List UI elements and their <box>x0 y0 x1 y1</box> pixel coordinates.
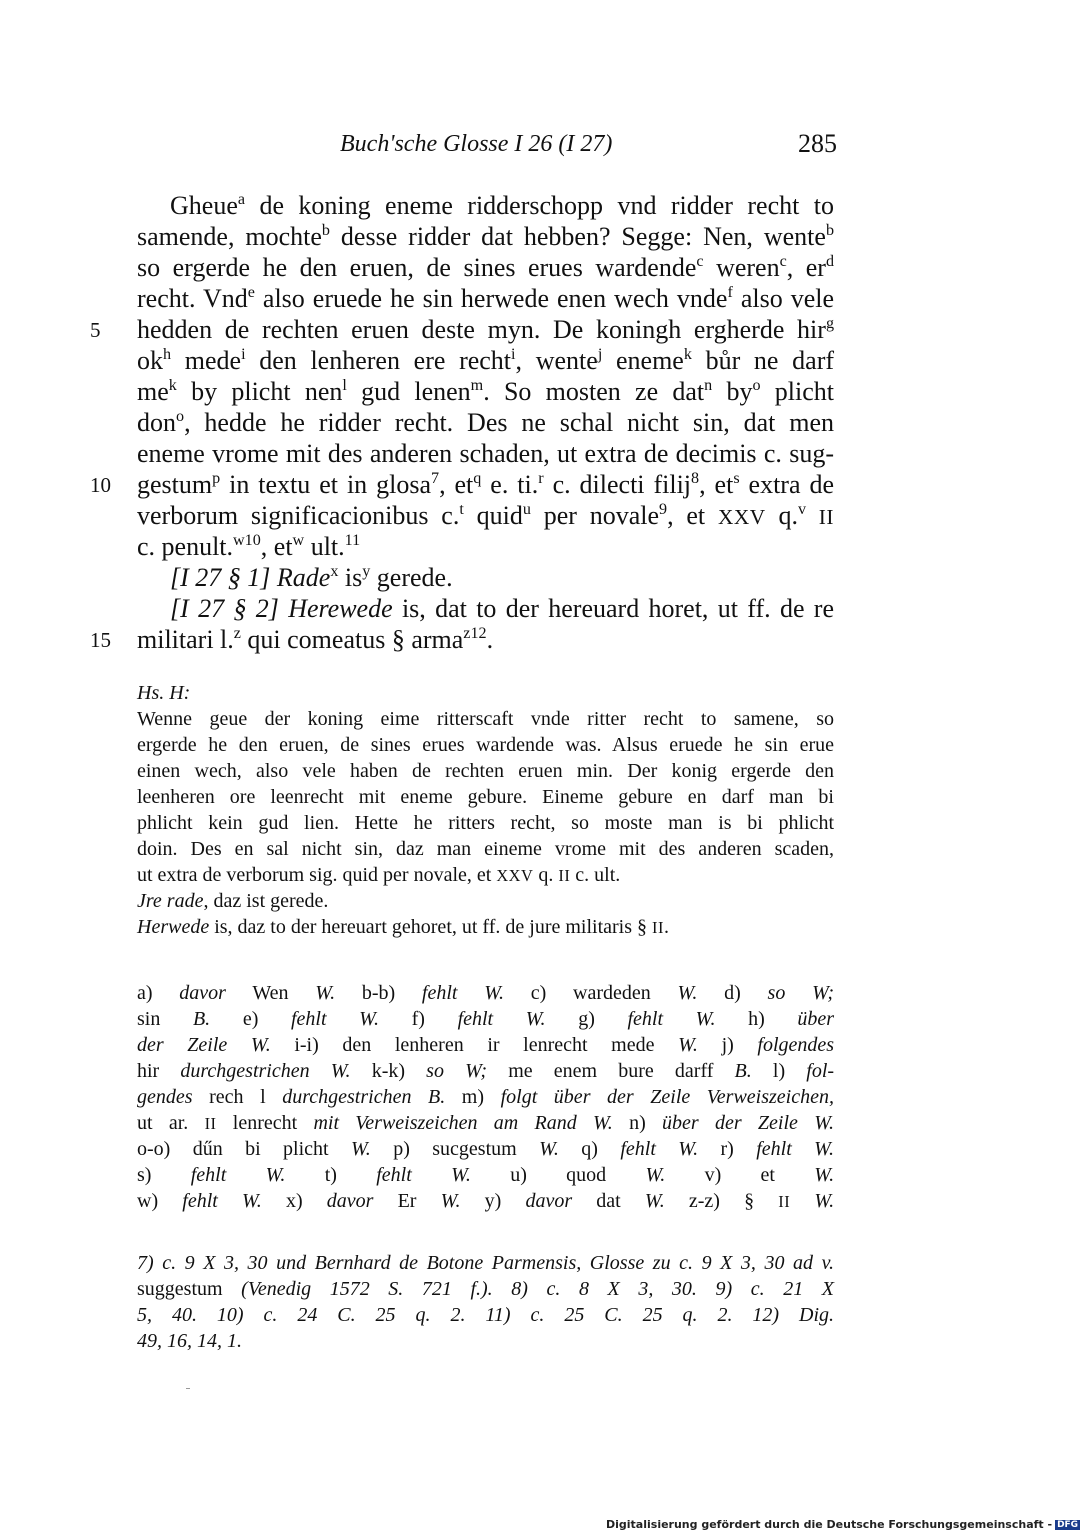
line-number: 10 <box>90 473 111 497</box>
apparatus-line: w) fehlt W. x) davor Er W. y) davor dat W. z-z) § II W. <box>137 1190 835 1212</box>
main-text-line: c. penult.$^{w10}$, $et^w$ ult.$^{11}$ <box>137 532 361 561</box>
digitization-footer <box>606 1518 1080 1531</box>
line-number: 5 <box>90 318 101 342</box>
manuscript-line: Jre rade, daz ist gerede. <box>137 890 329 912</box>
note-line: 7) c. 9 X 3, 30 und Bernhard de Botone Parmensis, Glosse zu c. 9 X 3, 30 ad v. <box>137 1252 834 1274</box>
line-number: 15 <box>90 628 111 652</box>
manuscript-line: phlicht kein gud lien. Hette he ritters recht, so moste man is bi phlicht <box>137 812 834 834</box>
manuscript-line: leenheren ore leenrecht mit eneme gebure. Eineme gebure en darf man bi <box>137 786 834 808</box>
apparatus-line: a) davor Wen W. b-b) fehlt W. c) wardeden W. d) so W; <box>137 982 835 1004</box>
main-text-line: recht. Vnd$^e$ also eruede he sin herwede enen wech vnde$^f$ also vele <box>137 284 835 313</box>
main-text-line: gestum$^p$ in textu et in glosa$^7$, $et^q$ e. ti.$^r$ c. dilecti filij$^8$, $et^s$ extra de <box>137 470 834 499</box>
main-text-line: [I 27 § 1] Rade$^x$ $is^y$ gerede. <box>170 563 453 592</box>
main-text-line: so ergerde he den eruen, de sines erues wardende$^c$ weren$^c$, $er^d$ <box>137 253 835 282</box>
main-text-line: $ok^h$ mede$^i$ den lenheren ere recht$^i$, wente$^j$ eneme$^k$ bůr ne darf <box>137 346 835 375</box>
apparatus-line: s) fehlt W. t) fehlt W. u) quod W. v) et W. <box>137 1164 835 1186</box>
apparatus-line: o-o) dűn bi plicht W. p) sucgestum W. q) fehlt W. r) fehlt W. <box>137 1138 834 1160</box>
main-text-line: verborum significacionibus c.$^t$ quid$^u$ per novale$^9$, et XXV q.$^v$ II <box>137 501 834 530</box>
footer-text: Digitalisierung gefördert durch die Deutsche Forschungsgemeinschaft - <box>606 1518 1053 1531</box>
apparatus-line: der Zeile W. i-i) den lenheren ir lenrecht mede W. j) folgendes <box>137 1034 835 1056</box>
manuscript-line: ergerde he den eruen, de sines erues wardende was. Alsus eruede he sin erue <box>137 734 834 756</box>
main-text-line: Gheue$^a$ de koning eneme ridderschopp vnd ridder recht to <box>170 191 834 220</box>
manuscript-line: Wenne geue der koning eime ritterscaft vnde ritter recht to samene, so <box>137 708 834 730</box>
main-text-line: samende, mochte$^b$ desse ridder dat hebben? Segge: Nen, wente$^b$ <box>137 222 834 251</box>
main-text-line: $me^k$ by plicht nen$^l$ gud lenen$^m$. So mosten ze dat$^n$ $by^o$ plicht <box>137 377 835 406</box>
main-text-line: hedden de rechten eruen deste myn. De koningh ergherde hir$^g$ <box>137 315 834 344</box>
running-title: Buch'sche Glosse I 26 (I 27) <box>340 131 613 157</box>
main-text-line: eneme vrome mit des anderen schaden, ut extra de decimis c. sug- <box>137 439 834 468</box>
apparatus-line: sin B. e) fehlt W. f) fehlt W. g) fehlt W. h) über <box>137 1008 835 1030</box>
dfg-logo-icon: DFG <box>1057 1520 1079 1530</box>
manuscript-line: ut extra de verborum sig. quid per novale, et XXV q. II c. ult. <box>137 864 621 886</box>
main-text-line: [I 27 § 2] Herewede is, dat to der hereuard horet, ut ff. de re <box>170 594 835 623</box>
page-number: 285 <box>798 129 837 158</box>
manuscript-line: doin. Des en sal nicht sin, daz man eineme vrome mit des anderen scaden, <box>137 838 834 860</box>
manuscript-heading: Hs. H: <box>137 682 191 704</box>
note-line: suggestum (Venedig 1572 S. 721 f.). 8) c. 8 X 3, 30. 9) c. 21 X <box>137 1278 835 1300</box>
note-line: 49, 16, 14, 1. <box>137 1330 242 1352</box>
scan-speck <box>186 1388 190 1389</box>
manuscript-line: Herwede is, daz to der hereuart gehoret, ut ff. de jure militaris § II. <box>137 916 669 938</box>
apparatus-line: ut ar. II lenrecht mit Verweiszeichen am Rand W. n) über der Zeile W. <box>137 1112 835 1134</box>
apparatus-line: hir durchgestrichen W. k-k) so W; me enem bure darff B. l) fol- <box>137 1060 835 1082</box>
apparatus-line: gendes rech l durchgestrichen B. m) folgt über der Zeile Verweiszeichen, <box>137 1086 834 1108</box>
main-text-line: don$^o$, hedde he ridder recht. Des ne schal nicht sin, dat men <box>137 408 834 437</box>
note-line: 5, 40. 10) c. 24 C. 25 q. 2. 11) c. 25 C. 25 q. 2. 12) Dig. <box>137 1304 835 1326</box>
manuscript-line: einen wech, also vele haben de rechten eruen min. Der konig ergerde den <box>137 760 834 782</box>
main-text-line: militari l.$^z$ qui comeatus § arma$^{z12}$. <box>137 625 494 654</box>
